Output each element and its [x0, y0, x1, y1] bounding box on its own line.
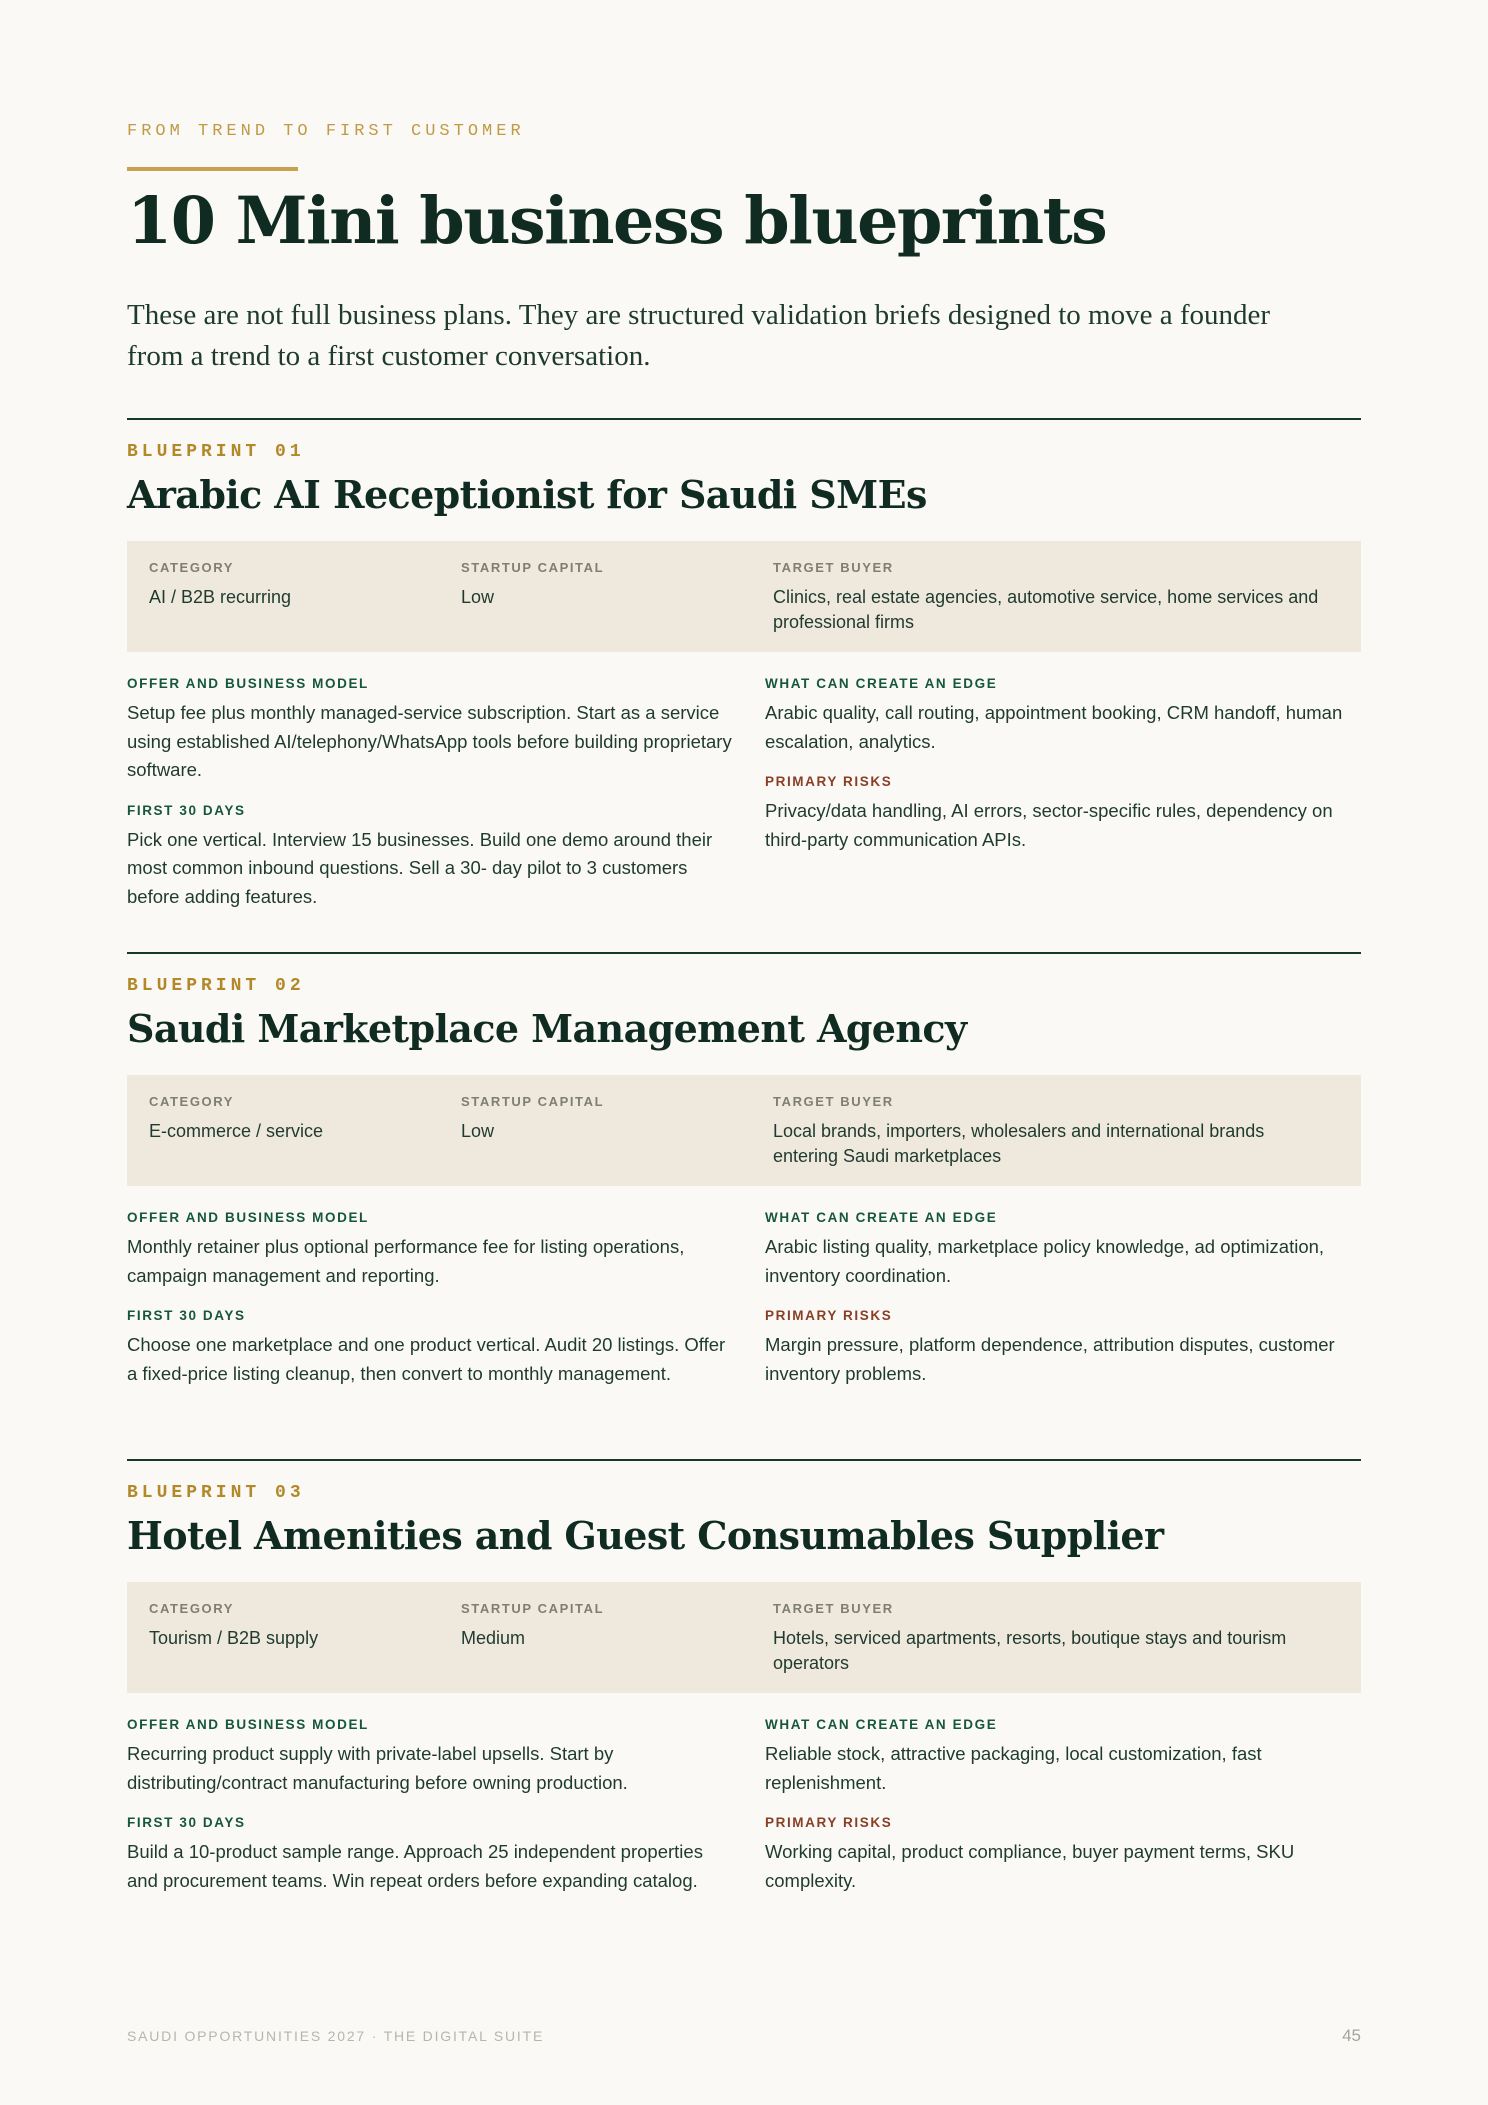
blueprint-meta-box [127, 1075, 1361, 1186]
section-heading-offer: OFFER AND BUSINESS MODEL [127, 1210, 369, 1225]
blueprint-label: BLUEPRINT 03 [127, 1483, 305, 1503]
meta-key: STARTUP CAPITAL [461, 1094, 605, 1109]
blueprint-right-column [765, 676, 1361, 872]
section-text-first-30: Pick one vertical. Interview 15 businesses. Build one demo around their most common inbound questions. Sell a 30- day pilot to 3 customers before adding features. [127, 828, 713, 907]
blueprint-card-03 [127, 1459, 1361, 1891]
page-number: 45 [1342, 2026, 1361, 2045]
section-text-edge: Reliable stock, attractive packaging, local customization, fast replenishment. [765, 1743, 1262, 1793]
blueprint-left-column [127, 1210, 737, 1406]
meta-key: TARGET BUYER [773, 1601, 894, 1616]
meta-value: Low [461, 1121, 495, 1141]
meta-startup-capital [461, 560, 741, 610]
section-text-first-30: Build a 10-product sample range. Approach 25 independent properties and procurement teams. Win repeat orders before expanding catalog. [127, 1841, 703, 1891]
section-text-risks: Margin pressure, platform dependence, attribution disputes, customer inventory problems. [765, 1334, 1335, 1384]
meta-value: E-commerce / service [149, 1121, 324, 1141]
page-title: 10 Mini business blueprints [127, 183, 1107, 259]
eyebrow: FROM TREND TO FIRST CUSTOMER [127, 122, 525, 141]
meta-target-buyer [773, 1601, 1333, 1676]
meta-key: CATEGORY [149, 560, 235, 575]
meta-key: CATEGORY [149, 1601, 235, 1616]
footer-publication: SAUDI OPPORTUNITIES 2027 · THE DIGITAL SUITE [127, 2028, 545, 2044]
blueprint-left-column [127, 676, 737, 929]
meta-value: Low [461, 587, 495, 607]
section-text-first-30: Choose one marketplace and one product vertical. Audit 20 listings. Offer a fixed-price listing cleanup, then convert to monthly management. [127, 1334, 726, 1384]
section-heading-offer: OFFER AND BUSINESS MODEL [127, 1717, 369, 1732]
blueprint-card-01 [127, 418, 1361, 907]
blueprint-left-column [127, 1717, 737, 1913]
section-heading-risks: PRIMARY RISKS [765, 1308, 893, 1323]
blueprint-title: Hotel Amenities and Guest Consumables Supplier [127, 1513, 1164, 1558]
blueprint-meta-box [127, 1582, 1361, 1693]
section-text-offer: Setup fee plus monthly managed-service subscription. Start as a service using established AI/telephony/WhatsApp tools before building proprietary software. [127, 702, 732, 780]
meta-value: Local brands, importers, wholesalers and international brands entering Saudi marketplaces [773, 1121, 1265, 1166]
section-heading-first-30: FIRST 30 DAYS [127, 802, 246, 818]
section-text-offer: Monthly retainer plus optional performance fee for listing operations, campaign management and reporting. [127, 1236, 685, 1286]
meta-value: Hotels, serviced apartments, resorts, boutique stays and tourism operators [773, 1628, 1287, 1673]
section-text-risks: Privacy/data handling, AI errors, sector-specific rules, dependency on third-party communication APIs. [765, 800, 1333, 850]
meta-category [149, 1601, 429, 1651]
meta-key: TARGET BUYER [773, 1094, 894, 1109]
blueprint-meta-box [127, 541, 1361, 652]
meta-category [149, 560, 429, 610]
blueprint-right-column [765, 1210, 1361, 1406]
section-heading-risks: PRIMARY RISKS [765, 1815, 893, 1830]
section-heading-edge: WHAT CAN CREATE AN EDGE [765, 1210, 998, 1225]
blueprint-label: BLUEPRINT 02 [127, 976, 305, 996]
meta-key: STARTUP CAPITAL [461, 560, 605, 575]
eyebrow-rule [127, 167, 298, 171]
meta-startup-capital [461, 1094, 741, 1144]
section-text-edge: Arabic quality, call routing, appointment booking, CRM handoff, human escalation, analytics. [765, 702, 1343, 752]
meta-value: Clinics, real estate agencies, automotive service, home services and professional firms [773, 587, 1319, 632]
meta-key: STARTUP CAPITAL [461, 1601, 605, 1616]
section-heading-risks: PRIMARY RISKS [765, 774, 893, 789]
meta-key: TARGET BUYER [773, 560, 894, 575]
meta-value: Tourism / B2B supply [149, 1628, 319, 1648]
meta-startup-capital [461, 1601, 741, 1651]
section-heading-first-30: FIRST 30 DAYS [127, 1308, 246, 1323]
meta-target-buyer [773, 1094, 1333, 1169]
section-text-offer: Recurring product supply with private-label upsells. Start by distributing/contract manufacturing before owning production. [127, 1743, 628, 1793]
section-heading-edge: WHAT CAN CREATE AN EDGE [765, 676, 998, 691]
blueprint-label: BLUEPRINT 01 [127, 442, 305, 462]
blueprint-card-02 [127, 952, 1361, 1384]
section-heading-first-30: FIRST 30 DAYS [127, 1815, 246, 1830]
blueprint-right-column [765, 1717, 1361, 1913]
meta-value: Medium [461, 1628, 526, 1648]
section-text-risks: Working capital, product compliance, buyer payment terms, SKU complexity. [765, 1841, 1295, 1891]
meta-category [149, 1094, 429, 1144]
section-heading-offer: OFFER AND BUSINESS MODEL [127, 676, 369, 691]
meta-key: CATEGORY [149, 1094, 235, 1109]
blueprint-title: Arabic AI Receptionist for Saudi SMEs [127, 472, 927, 517]
section-heading-edge: WHAT CAN CREATE AN EDGE [765, 1717, 998, 1732]
meta-value: AI / B2B recurring [149, 587, 292, 607]
blueprint-title: Saudi Marketplace Management Agency [127, 1006, 967, 1051]
meta-target-buyer [773, 560, 1333, 635]
intro-paragraph: These are not full business plans. They are structured validation briefs designed to move a founder from a trend to a first customer conversation. [127, 299, 1271, 372]
section-text-edge: Arabic listing quality, marketplace policy knowledge, ad optimization, inventory coordination. [765, 1236, 1325, 1286]
